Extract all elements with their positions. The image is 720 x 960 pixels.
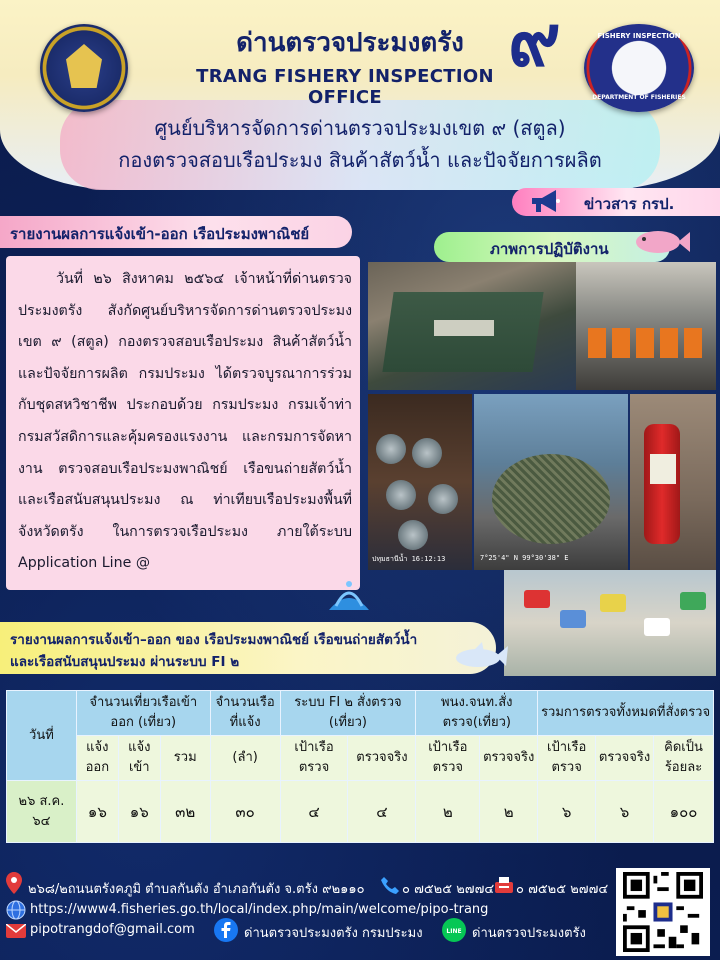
- fishery-inspection-logo: [584, 24, 694, 112]
- photo-caption-gps: 7°25'4" N 99°30'38" E: [480, 554, 569, 562]
- header-boats: จำนวนเรือที่แจ้ง: [210, 691, 280, 736]
- footer-line-link[interactable]: ด่านตรวจประมงตรัง: [472, 926, 586, 941]
- subheader-fi2-target: เป้าเรือตรวจ: [280, 736, 348, 781]
- inspection-table: [6, 690, 714, 843]
- cell-total-target: ๖: [538, 781, 596, 843]
- subtitle-center: ศูนย์บริหารจัดการด่านตรวจประมงเขต ๙ (สตูล): [154, 116, 566, 140]
- facebook-icon: [214, 918, 238, 942]
- table-subheader-row: [7, 736, 714, 781]
- cell-officer-target: ๒: [416, 781, 480, 843]
- subheader-unit: (ลำ): [210, 736, 280, 781]
- cell-date: ๒๖ ส.ค. ๖๔: [7, 781, 77, 843]
- report-paragraph: วันที่ ๒๖ สิงหาคม ๒๕๖๔ เจ้าหน้าที่ด่านตรวจประมงตรัง สังกัดศูนย์บริหารจัดการด่านตรวจประมง เขต ๙ (สตูล) กองตรวจสอบเรือประมง สินค้าสัตว์น้ำ และปัจจัยการผลิต กรมประมง ได้ตรวจบูรณาการร่วมกับชุดสหวิชาชีพ ประกอบด้วย กรมประมง กรมเจ้าท่า กรมสวัสดิการและคุ้มครองแรงงาน และกรมการจัดหางาน ตรวจสอบเรือประมงพาณิชย์ เรือขนถ่ายสัตว์น้ำและเรือสนับสนุนประมง ณ ท่าเทียบเรือประมงพื้นที่จังหวัดตรัง ในการตรวจเรือประมง ภายใต้ระบบ Application Line @: [18, 271, 352, 572]
- cell-boats: ๓๐: [210, 781, 280, 843]
- section-heading-fi2-line2: และเรือสนับสนุนประมง ผ่านระบบ FI ๒: [10, 654, 240, 670]
- photo-first-aid-kit: [504, 570, 716, 676]
- logo-ring-text-top: FISHERY INSPECTION: [597, 32, 681, 40]
- footer-address: ๒๖๘/๒ถนนตรังคภูมิ ตำบลกันตัง อำเภอกันตัง จ.ตรัง ๙๒๑๑๐: [28, 882, 365, 897]
- photo-caption-time: ปทุมธานีน้ำ 16:12:13: [372, 555, 446, 563]
- photo-section-label: ภาพการปฏิบัติงาน: [490, 240, 609, 258]
- qr-code-pattern: [620, 872, 706, 952]
- header-fi2: ระบบ FI ๒ สั่งตรวจ (เที่ยว): [280, 691, 416, 736]
- fax-icon: [494, 876, 514, 894]
- subtitle-division: กองตรวจสอบเรือประมง สินค้าสัตว์น้ำ และปัจจัยการผลิต: [118, 148, 602, 172]
- subheader-officer-target: เป้าเรือตรวจ: [416, 736, 480, 781]
- header-date: วันที่: [7, 691, 77, 781]
- cell-sum: ๓๒: [160, 781, 210, 843]
- cell-in: ๑๖: [118, 781, 160, 843]
- subheader-sum: รวม: [160, 736, 210, 781]
- header-total: รวมการตรวจทั้งหมดที่สั่งตรวจ: [538, 691, 714, 736]
- photo-boat-hull: [368, 262, 576, 390]
- subheader-total-actual: ตรวจจริง: [596, 736, 654, 781]
- footer-email-link[interactable]: pipotrangdof@gmail.com: [30, 922, 195, 937]
- subheader-percent: คิดเป็นร้อยละ: [654, 736, 714, 781]
- section-heading-report: [0, 216, 352, 248]
- table-header-row: [7, 691, 714, 736]
- section-heading-fi2: [0, 622, 496, 674]
- subheader-in: แจ้งเข้า: [118, 736, 160, 781]
- subheader-fi2-actual: ตรวจจริง: [348, 736, 416, 781]
- photo-inspection-team: [576, 262, 716, 390]
- page-title: ด่านตรวจประมงตรัง: [236, 28, 464, 58]
- footer-fax: ๐ ๗๕๒๕ ๒๗๗๔: [516, 882, 609, 897]
- phone-icon: [380, 876, 400, 894]
- cell-officer-actual: ๒: [480, 781, 538, 843]
- news-label: ข่าวสาร กรป.: [584, 195, 675, 213]
- cell-fi2-actual: ๔: [348, 781, 416, 843]
- footer-website-link[interactable]: https://www4.fisheries.go.th/local/index.php/main/welcome/pipo-trang: [30, 902, 489, 917]
- location-pin-icon: [6, 872, 22, 894]
- photo-fishing-pots: [368, 394, 472, 570]
- cell-percent: ๑๐๐: [654, 781, 714, 843]
- footer-facebook-link[interactable]: ด่านตรวจประมงตรัง กรมประมง: [244, 926, 423, 941]
- footer-phone[interactable]: ๐ ๗๕๒๕ ๒๗๗๔: [402, 882, 495, 897]
- cell-out: ๑๖: [76, 781, 118, 843]
- line-badge-text: LINE: [446, 928, 462, 935]
- photo-fishing-net: [474, 394, 628, 570]
- table-row: [7, 781, 714, 843]
- water-splash-icon: [324, 576, 374, 616]
- subheader-total-target: เป้าเรือตรวจ: [538, 736, 596, 781]
- section-heading-fi2-line1: รายงานผลการแจ้งเข้า–ออก ของ เรือประมงพาณิชย์ เรือขนถ่ายสัตว์น้ำ: [10, 632, 418, 648]
- line-icon: [442, 918, 466, 942]
- department-of-fisheries-logo: [40, 24, 128, 112]
- cell-fi2-target: ๔: [280, 781, 348, 843]
- email-icon: [6, 924, 26, 938]
- page-title-english: TRANG FISHERY INSPECTION OFFICE: [196, 66, 494, 108]
- globe-icon: [6, 900, 26, 920]
- logo-ring-text-bottom: DEPARTMENT OF FISHERIES: [592, 94, 686, 101]
- qr-code[interactable]: [616, 868, 710, 956]
- zone-number-badge: ๙: [508, 0, 561, 82]
- dolphin-icon: [452, 640, 508, 674]
- subheader-out: แจ้งออก: [76, 736, 118, 781]
- photo-fire-extinguisher: [630, 394, 716, 570]
- fish-icon: [630, 224, 692, 260]
- header-trips: จำนวนเที่ยวเรือเข้าออก (เที่ยว): [76, 691, 210, 736]
- cell-total-actual: ๖: [596, 781, 654, 843]
- header-officer: พนง.จนท.สั่งตรวจ(เที่ยว): [416, 691, 538, 736]
- megaphone-icon: [528, 186, 562, 216]
- section-heading-report-label: รายงานผลการแจ้งเข้า-ออก เรือประมงพาณิชย์: [10, 225, 310, 243]
- subheader-officer-actual: ตรวจจริง: [480, 736, 538, 781]
